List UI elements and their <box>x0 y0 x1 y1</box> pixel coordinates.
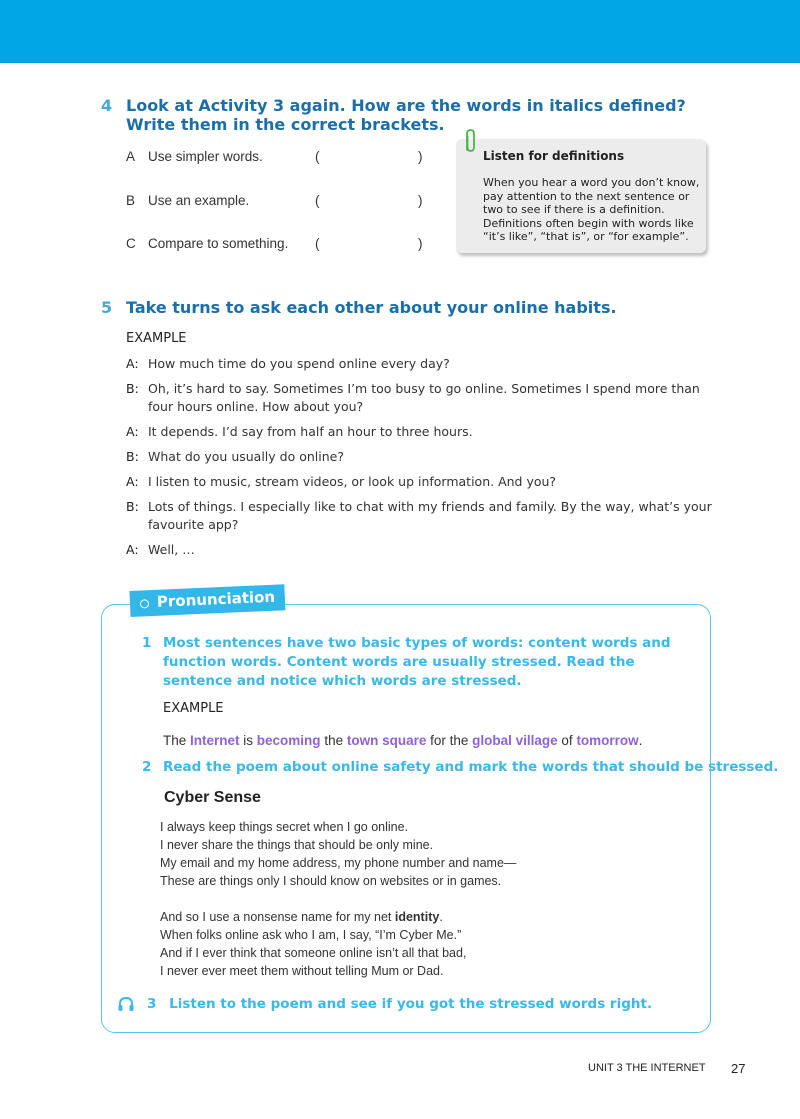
pronunciation-example-label: EXAMPLE <box>163 701 224 716</box>
sentence-part: of <box>557 733 577 748</box>
tip-body: When you hear a word you don’t know, pay attention to the next sentence or two to see if there is a definition. Definitions often begin with words like “it’s like”, “that is”, or “for example”. <box>483 176 700 243</box>
poem-text: And so I use a nonsense name for my net <box>160 910 395 924</box>
bracket-close-a: ) <box>418 149 423 164</box>
speaker: A: <box>126 542 139 557</box>
activity-instruction: Take turns to ask each other about your online habits. <box>126 298 617 317</box>
stressed-word: town square <box>346 733 427 748</box>
activity-instruction: Look at Activity 3 again. How are the words in italics defined? Write them in the correct brackets. <box>126 96 686 134</box>
stressed-word: tomorrow <box>576 733 639 748</box>
dialogue-line <box>126 423 716 441</box>
bracket-open-b[interactable]: ( <box>315 193 320 208</box>
poem-line: I never share the things that should be only mine. <box>160 838 434 852</box>
tip-card <box>456 139 706 253</box>
poem-text: . <box>439 910 443 924</box>
poem-stanza-1 <box>160 818 680 890</box>
option-letter: B <box>126 193 136 208</box>
speaker: B: <box>126 449 139 464</box>
item-text: Read the poem about online safety and mark the words that should be stressed. <box>163 759 779 775</box>
speaker: A: <box>126 424 139 439</box>
option-c <box>126 236 288 251</box>
stressed-word: Internet <box>190 733 240 748</box>
example-sentence <box>163 733 642 748</box>
poem-line: I always keep things secret when I go online. <box>160 820 409 834</box>
unit-label: UNIT 3 THE INTERNET <box>588 1062 706 1074</box>
poem-line: And if I ever think that someone online isn’t all that bad, <box>160 946 467 960</box>
dialogue-text: Oh, it’s hard to say. Sometimes I’m too busy to go online. Sometimes I spend more than four hours online. How about you? <box>148 381 700 414</box>
sentence-part: the <box>320 733 347 748</box>
speaker: A: <box>126 474 139 489</box>
item-number: 3 <box>147 996 157 1012</box>
dialogue-text: How much time do you spend online every day? <box>148 356 450 371</box>
header-band <box>0 0 800 63</box>
poem-line: When folks online ask who I am, I say, “I’m Cyber Me.” <box>160 928 462 942</box>
option-text: Compare to something. <box>148 236 289 251</box>
poem-bold-word: identity <box>394 910 440 924</box>
activity-4-heading <box>101 96 716 134</box>
option-letter: C <box>126 236 136 251</box>
dialogue-line <box>126 541 716 559</box>
item-number: 2 <box>142 759 152 775</box>
pronunciation-item-1 <box>142 634 693 691</box>
pronunciation-label: Pronunciation <box>156 587 276 611</box>
poem-stanza-2 <box>160 908 680 980</box>
sentence-part: . <box>638 733 643 748</box>
option-a <box>126 149 263 164</box>
speaker: B: <box>126 499 139 514</box>
headphones-icon[interactable] <box>117 995 135 1013</box>
sentence-part: is <box>239 733 257 748</box>
poem-line <box>160 908 680 926</box>
bracket-open-c[interactable]: ( <box>315 236 320 251</box>
tip-title: Listen for definitions <box>483 149 625 163</box>
stressed-word: global village <box>472 733 558 748</box>
dialogue-line <box>126 448 716 466</box>
example-label: EXAMPLE <box>126 331 187 346</box>
sentence-part: The <box>163 733 191 748</box>
paperclip-icon <box>463 128 477 154</box>
page-number: 27 <box>731 1061 746 1076</box>
option-text: Use simpler words. <box>148 149 263 164</box>
dialogue-text: I listen to music, stream videos, or look up information. And you? <box>148 474 557 489</box>
poem-title: Cyber Sense <box>164 789 261 806</box>
dialogue-text: It depends. I’d say from half an hour to three hours. <box>148 424 473 439</box>
dialogue-text: Well, … <box>148 542 195 557</box>
poem-line: My email and my home address, my phone number and name— <box>160 856 517 870</box>
item-number: 1 <box>142 635 152 651</box>
poem-line: I never ever meet them without telling Mum or Dad. <box>160 964 444 978</box>
activity-number: 5 <box>101 298 113 317</box>
activity-number: 4 <box>101 96 113 115</box>
bullet-icon <box>140 599 149 608</box>
bracket-close-b: ) <box>418 193 423 208</box>
sentence-part: for the <box>426 733 473 748</box>
pronunciation-item-2 <box>142 758 779 777</box>
pronunciation-item-3 <box>147 995 687 1014</box>
stressed-word: becoming <box>256 733 321 748</box>
item-text: Listen to the poem and see if you got the stressed words right. <box>169 996 653 1012</box>
dialogue-line <box>126 380 716 416</box>
poem-line: These are things only I should know on websites or in games. <box>160 874 502 888</box>
activity-5-heading <box>101 298 716 317</box>
speaker: B: <box>126 381 139 396</box>
option-letter: A <box>126 149 136 164</box>
dialogue-text: What do you usually do online? <box>148 449 344 464</box>
speaker: A: <box>126 356 139 371</box>
dialogue-text: Lots of things. I especially like to chat with my friends and family. By the way, what’s your favourite app? <box>148 499 712 532</box>
option-b <box>126 193 249 208</box>
bracket-close-c: ) <box>418 236 423 251</box>
dialogue-line <box>126 498 716 534</box>
dialogue-line <box>126 355 716 373</box>
bracket-open-a[interactable]: ( <box>315 149 320 164</box>
dialogue-line <box>126 473 716 491</box>
item-text: Most sentences have two basic types of words: content words and function words. Content words are usually stressed. Read the sentence and notice which words are stressed. <box>163 635 671 689</box>
option-text: Use an example. <box>148 193 250 208</box>
